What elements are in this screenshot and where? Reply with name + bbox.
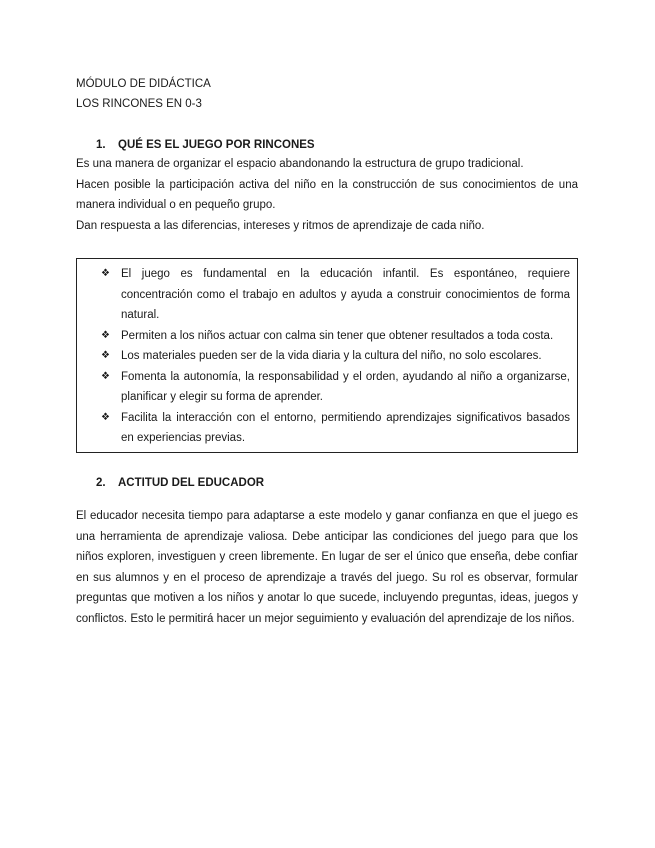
key-points-box — [76, 258, 578, 453]
list-item-text: Facilita la interacción con el entorno, permitiendo aprendizajes significativos basados en experiencias previas. — [121, 411, 570, 444]
list-item — [101, 408, 570, 449]
section-2-number: 2. — [96, 477, 106, 489]
section-1-title: QUÉ ES EL JUEGO POR RINCONES — [118, 139, 315, 151]
section-2-heading — [96, 476, 264, 490]
section-1-body — [76, 154, 578, 236]
section-1-paragraph: Es una manera de organizar el espacio abandonando la estructura de grupo tradicional. — [76, 158, 524, 170]
diamond-bullet-icon: ❖ — [101, 370, 110, 382]
module-subtitle: LOS RINCONES EN 0-3 — [76, 98, 202, 110]
list-item-text: Permiten a los niños actuar con calma sin tener que obtener resultados a toda costa. — [121, 329, 554, 342]
section-2-title: ACTITUD DEL EDUCADOR — [118, 477, 265, 489]
diamond-bullet-icon: ❖ — [101, 329, 110, 341]
list-item — [101, 326, 570, 347]
diamond-bullet-icon: ❖ — [101, 350, 110, 361]
list-item-text: Los materiales pueden ser de la vida diaria y la cultura del niño, no solo escolares. — [121, 350, 542, 362]
section-1-number: 1. — [96, 139, 106, 151]
list-item — [101, 346, 570, 367]
list-item-text: Fomenta la autonomía, la responsabilidad y el orden, ayudando al niño a organizarse, planificar y elegir su forma de aprender. — [121, 370, 570, 403]
diamond-bullet-icon: ❖ — [101, 268, 110, 279]
list-item — [101, 264, 570, 326]
section-2-paragraph: El educador necesita tiempo para adaptarse a este modelo y ganar confianza en que el juego es una herramienta de aprendizaje valiosa. Debe anticipar las condiciones del juego para que los niños exploren, investiguen y creen libremente. En lugar de ser el único que enseña, debe confiar en sus alumnos y en el proceso de aprendizaje a través del juego. Su rol es observar, formular preguntas que motiven a los niños y anotar lo que sucede, incluyendo preguntas, ideas, juegos y conflictos. Esto le permitirá hacer un mejor seguimiento y evaluación del aprendizaje de los niños. — [76, 510, 578, 625]
list-item-text: El juego es fundamental en la educación infantil. Es espontáneo, requiere concentración como el trabajo en adultos y ayuda a construir conocimientos de forma natural. — [121, 268, 570, 321]
module-title: MÓDULO DE DIDÁCTICA — [76, 78, 211, 90]
section-1-paragraph: Hacen posible la participación activa del niño en la construcción de sus conocimientos de una manera individual o en pequeño grupo. — [76, 178, 578, 211]
key-points-list — [101, 264, 570, 449]
list-item — [101, 367, 570, 408]
section-1-paragraph: Dan respuesta a las diferencias, intereses y ritmos de aprendizaje de cada niño. — [76, 219, 485, 232]
diamond-bullet-icon: ❖ — [101, 411, 110, 423]
section-1-heading — [96, 138, 315, 152]
